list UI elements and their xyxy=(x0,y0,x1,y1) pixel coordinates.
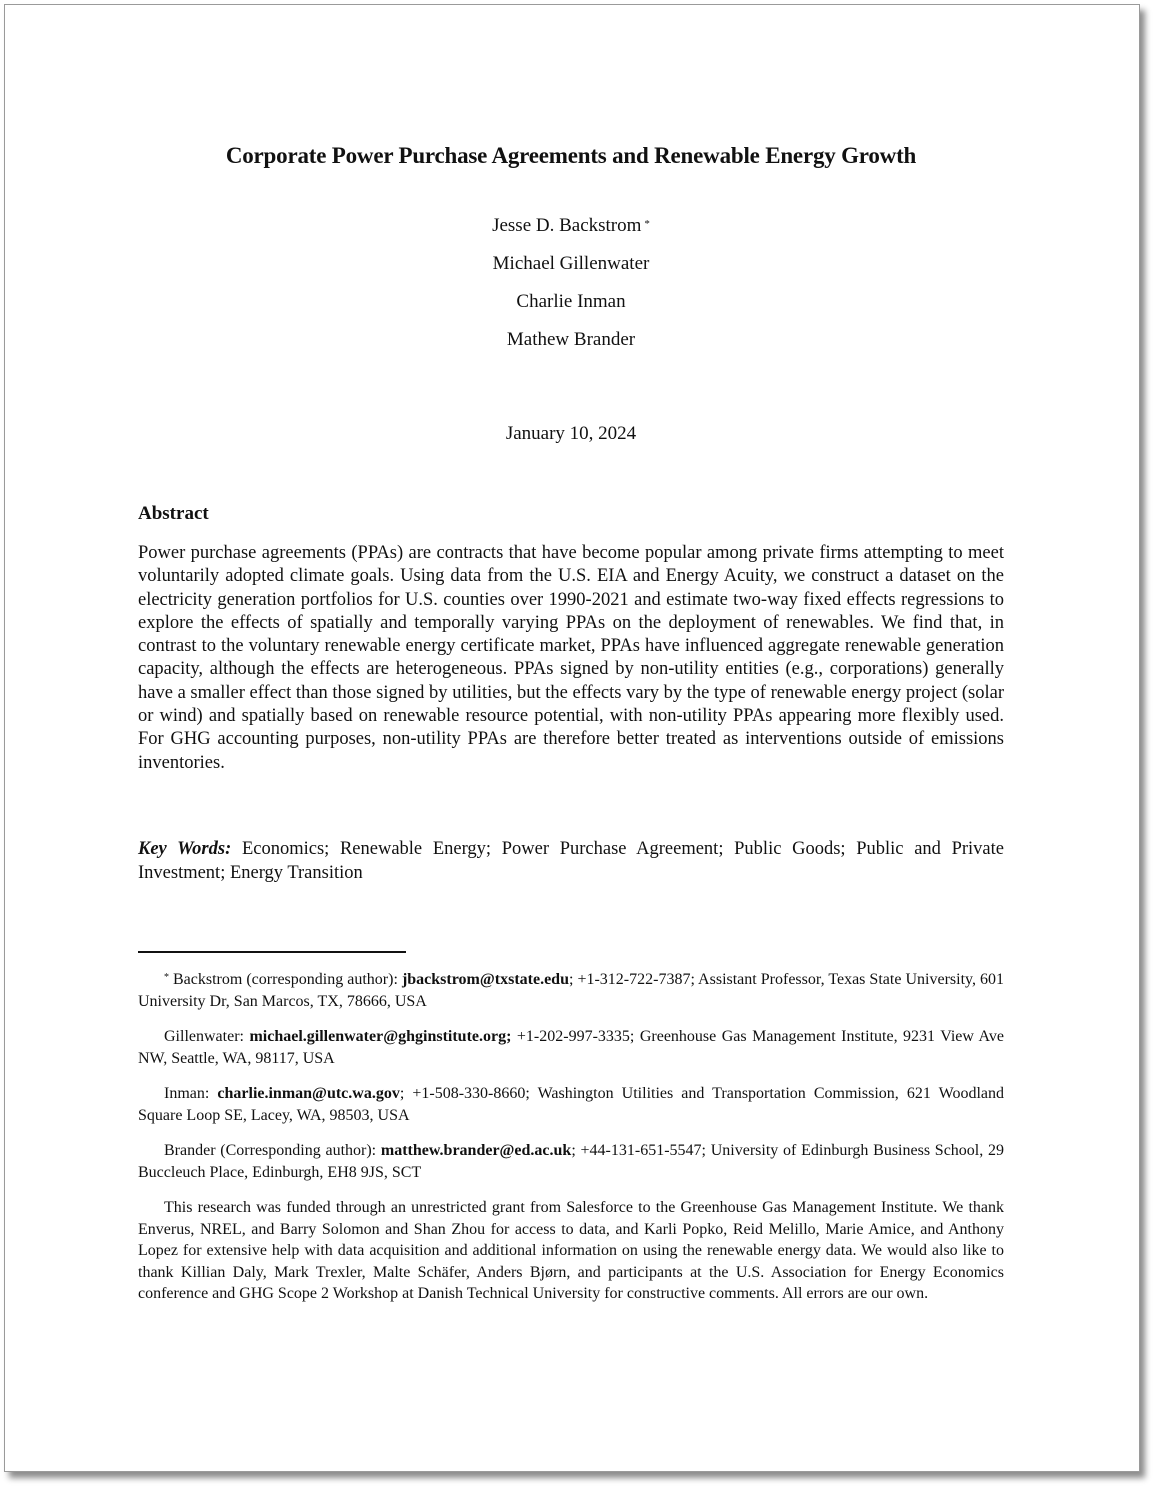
author-4 xyxy=(138,327,1004,365)
footnote-inman xyxy=(138,1083,1004,1126)
author-footnote-mark: * xyxy=(644,218,650,230)
email-link[interactable]: charlie.inman@utc.wa.gov xyxy=(217,1085,400,1102)
footnote-divider xyxy=(138,951,406,953)
footnote-suffix: ; +44-131-651-5547; University of Edinburgh Business School, 29 Buccleuch Place, Edinburgh, EH8 9JS, SCT xyxy=(138,1142,1005,1181)
keywords-label: Key Words: xyxy=(138,839,232,859)
author-name: Mathew Brander xyxy=(506,329,636,350)
footnote-suffix: +1-202-997-3335; Greenhouse Gas Management Institute, 9231 View Ave NW, Seattle, WA, 98117, USA xyxy=(138,1028,1005,1067)
abstract-text: Power purchase agreements (PPAs) are contracts that have become popular among private firms attempting to meet voluntarily adopted climate goals. Using data from the U.S. EIA and Energy Acuity, we construct a dataset on the electricity generation portfolios for U.S. counties over 1990-2021 and estimate two-way fixed effects regressions to explore the effects of spatially and temporally varying PPAs on the deployment of renewables. We find that, in contrast to the voluntary renewable energy certificate market, PPAs have influenced aggregate renewable generation capacity, although the effects are heterogeneous. PPAs signed by non-utility entities (e.g., corporations) generally have a smaller effect than those signed by utilities, but the effects vary by the type of renewable energy project (solar or wind) and spatially based on renewable resource potential, with non-utility PPAs appearing more flexibly used. For GHG accounting purposes, non-utility PPAs are therefore better treated as interventions outside of emissions inventories. xyxy=(138,543,1004,773)
author-2 xyxy=(138,251,1004,289)
email-link[interactable]: michael.gillenwater@ghginstitute.org; xyxy=(249,1028,512,1045)
footnote-prefix: Backstrom (corresponding author): xyxy=(173,971,402,988)
footnote-prefix: Brander (Corresponding author): xyxy=(164,1142,381,1159)
author-3 xyxy=(138,289,1004,327)
acknowledgement: This research was funded through an unrestricted grant from Salesforce to the Greenhouse Gas Management Institute. We thank Enverus, NREL, and Barry Solomon and Shan Zhou for access to data, and Karli Popko, Reid Melillo, Marie Amice, and Anthony Lopez for extensive help with data acquisition and additional information on using the renewable energy data. We would also like to thank Killian Daly, Mark Trexler, Malte Schäfer, Anders Bjørn, and participants at the U.S. Association for Energy Economics conference and GHG Scope 2 Workshop at Danish Technical University for constructive comments. All errors are our own. xyxy=(138,1199,1004,1302)
footnote-brander xyxy=(138,1140,1004,1183)
publication-date: January 10, 2024 xyxy=(505,423,637,444)
paper-page xyxy=(4,4,1140,1472)
email-link[interactable]: jbackstrom@txstate.edu xyxy=(401,971,569,988)
footnote-suffix: ; +1-312-722-7387; Assistant Professor, Texas State University, 601 University Dr, San Marcos, TX, 78666, USA xyxy=(138,971,1005,1010)
keywords xyxy=(138,837,1004,885)
footnote-prefix: Gillenwater: xyxy=(164,1028,250,1045)
author-name: Charlie Inman xyxy=(516,291,626,312)
email-link[interactable]: matthew.brander@ed.ac.uk xyxy=(380,1142,572,1159)
abstract-heading: Abstract xyxy=(138,503,209,524)
author-name: Michael Gillenwater xyxy=(492,253,650,274)
footnote-backstrom xyxy=(138,969,1004,1012)
footnote-suffix: ; +1-508-330-8660; Washington Utilities and Transportation Commission, 621 Woodland Square Loop SE, Lacey, WA, 98503, USA xyxy=(138,1085,1004,1124)
author-list xyxy=(138,213,1004,365)
author-1 xyxy=(138,213,1004,251)
footnotes xyxy=(138,969,1004,1319)
author-name: Jesse D. Backstrom xyxy=(492,215,642,236)
footnote-mark: * xyxy=(164,972,169,983)
footnote-gillenwater xyxy=(138,1026,1004,1069)
keywords-text: Economics; Renewable Energy; Power Purchase Agreement; Public Goods; Public and Private Investment; Energy Transition xyxy=(138,839,1004,883)
paper-title: Corporate Power Purchase Agreements and Renewable Energy Growth xyxy=(225,143,917,168)
footnote-prefix: Inman: xyxy=(164,1085,218,1102)
